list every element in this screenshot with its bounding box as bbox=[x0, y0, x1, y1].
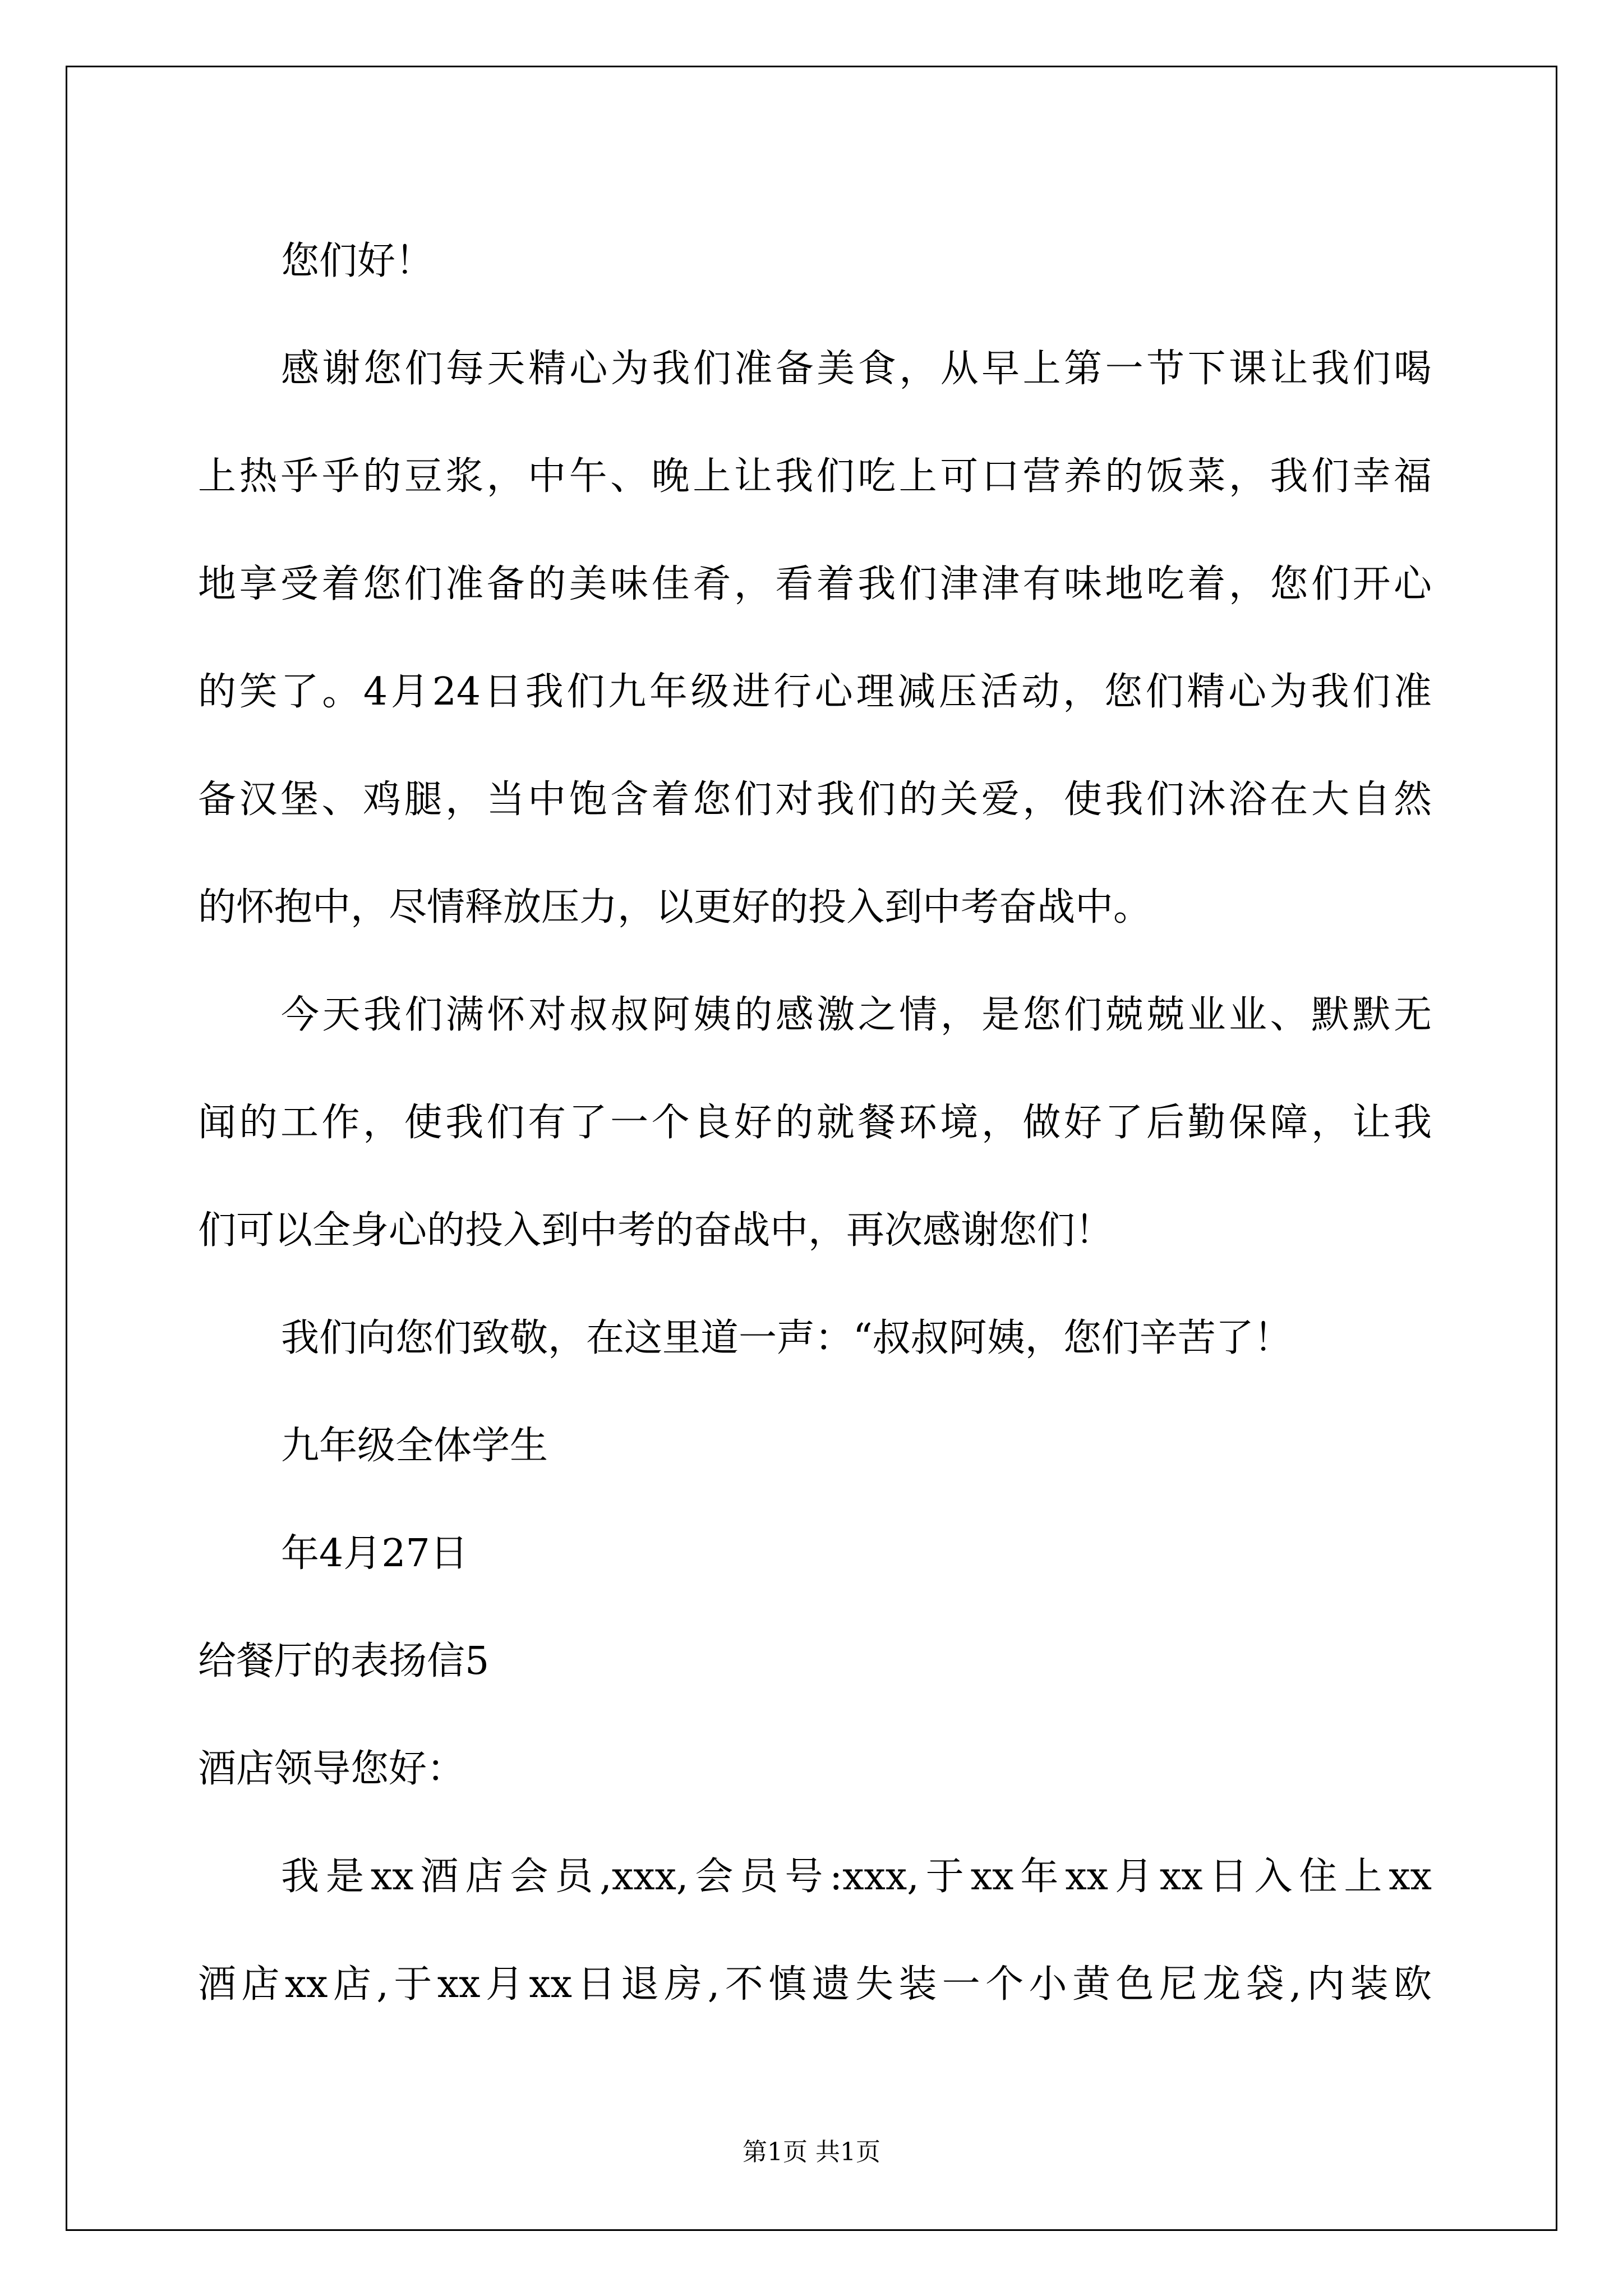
paragraph-line: 备汉堡、鸡腿，当中饱含着您们对我们的关爱，使我们沐浴在大自然 bbox=[198, 777, 1432, 822]
paragraph-line: 闻的工作，使我们有了一个良好的就餐环境，做好了后勤保障，让我 bbox=[198, 1101, 1432, 1145]
paragraph-line: 的笑了。4月24日我们九年级进行心理减压活动，您们精心为我们准 bbox=[198, 670, 1432, 714]
section-heading: 给餐厅的表扬信5 bbox=[198, 1639, 490, 1683]
paragraph-line: 今天我们满怀对叔叔阿姨的感激之情，是您们兢兢业业、默默无 bbox=[281, 993, 1432, 1037]
paragraph-line: 我们向您们致敬，在这里道一声：“叔叔阿姨，您们辛苦了！ bbox=[281, 1316, 1292, 1360]
date-line: 年4月27日 bbox=[281, 1531, 468, 1576]
paragraph-line: 的怀抱中，尽情释放压力，以更好的投入到中考奋战中。 bbox=[198, 885, 1152, 930]
paragraph-line: 感谢您们每天精心为我们准备美食，从早上第一节下课让我们喝 bbox=[281, 347, 1432, 391]
paragraph-line: 酒店xx店,于xx月xx日退房,不慎遗失装一个小黄色尼龙袋,内装欧 bbox=[198, 1962, 1432, 2007]
signature-line: 九年级全体学生 bbox=[281, 1424, 548, 1468]
paragraph-line: 上热乎乎的豆浆，中午、晚上让我们吃上可口营养的饭菜，我们幸福 bbox=[198, 454, 1432, 499]
paragraph-line: 我是xx酒店会员,xxx,会员号:xxx,于xx年xx月xx日入住上xx bbox=[281, 1855, 1432, 1899]
document-body bbox=[198, 208, 1432, 2039]
paragraph-line: 们可以全身心的投入到中考的奋战中，再次感谢您们！ bbox=[198, 1208, 1114, 1253]
page-footer: 第1页 共1页 bbox=[743, 2138, 880, 2166]
salutation-line: 酒店领导您好： bbox=[198, 1747, 465, 1791]
paragraph-line: 地享受着您们准备的美味佳肴，看着我们津津有味地吃着，您们开心 bbox=[198, 562, 1432, 606]
greeting-line: 您们好！ bbox=[281, 239, 434, 283]
